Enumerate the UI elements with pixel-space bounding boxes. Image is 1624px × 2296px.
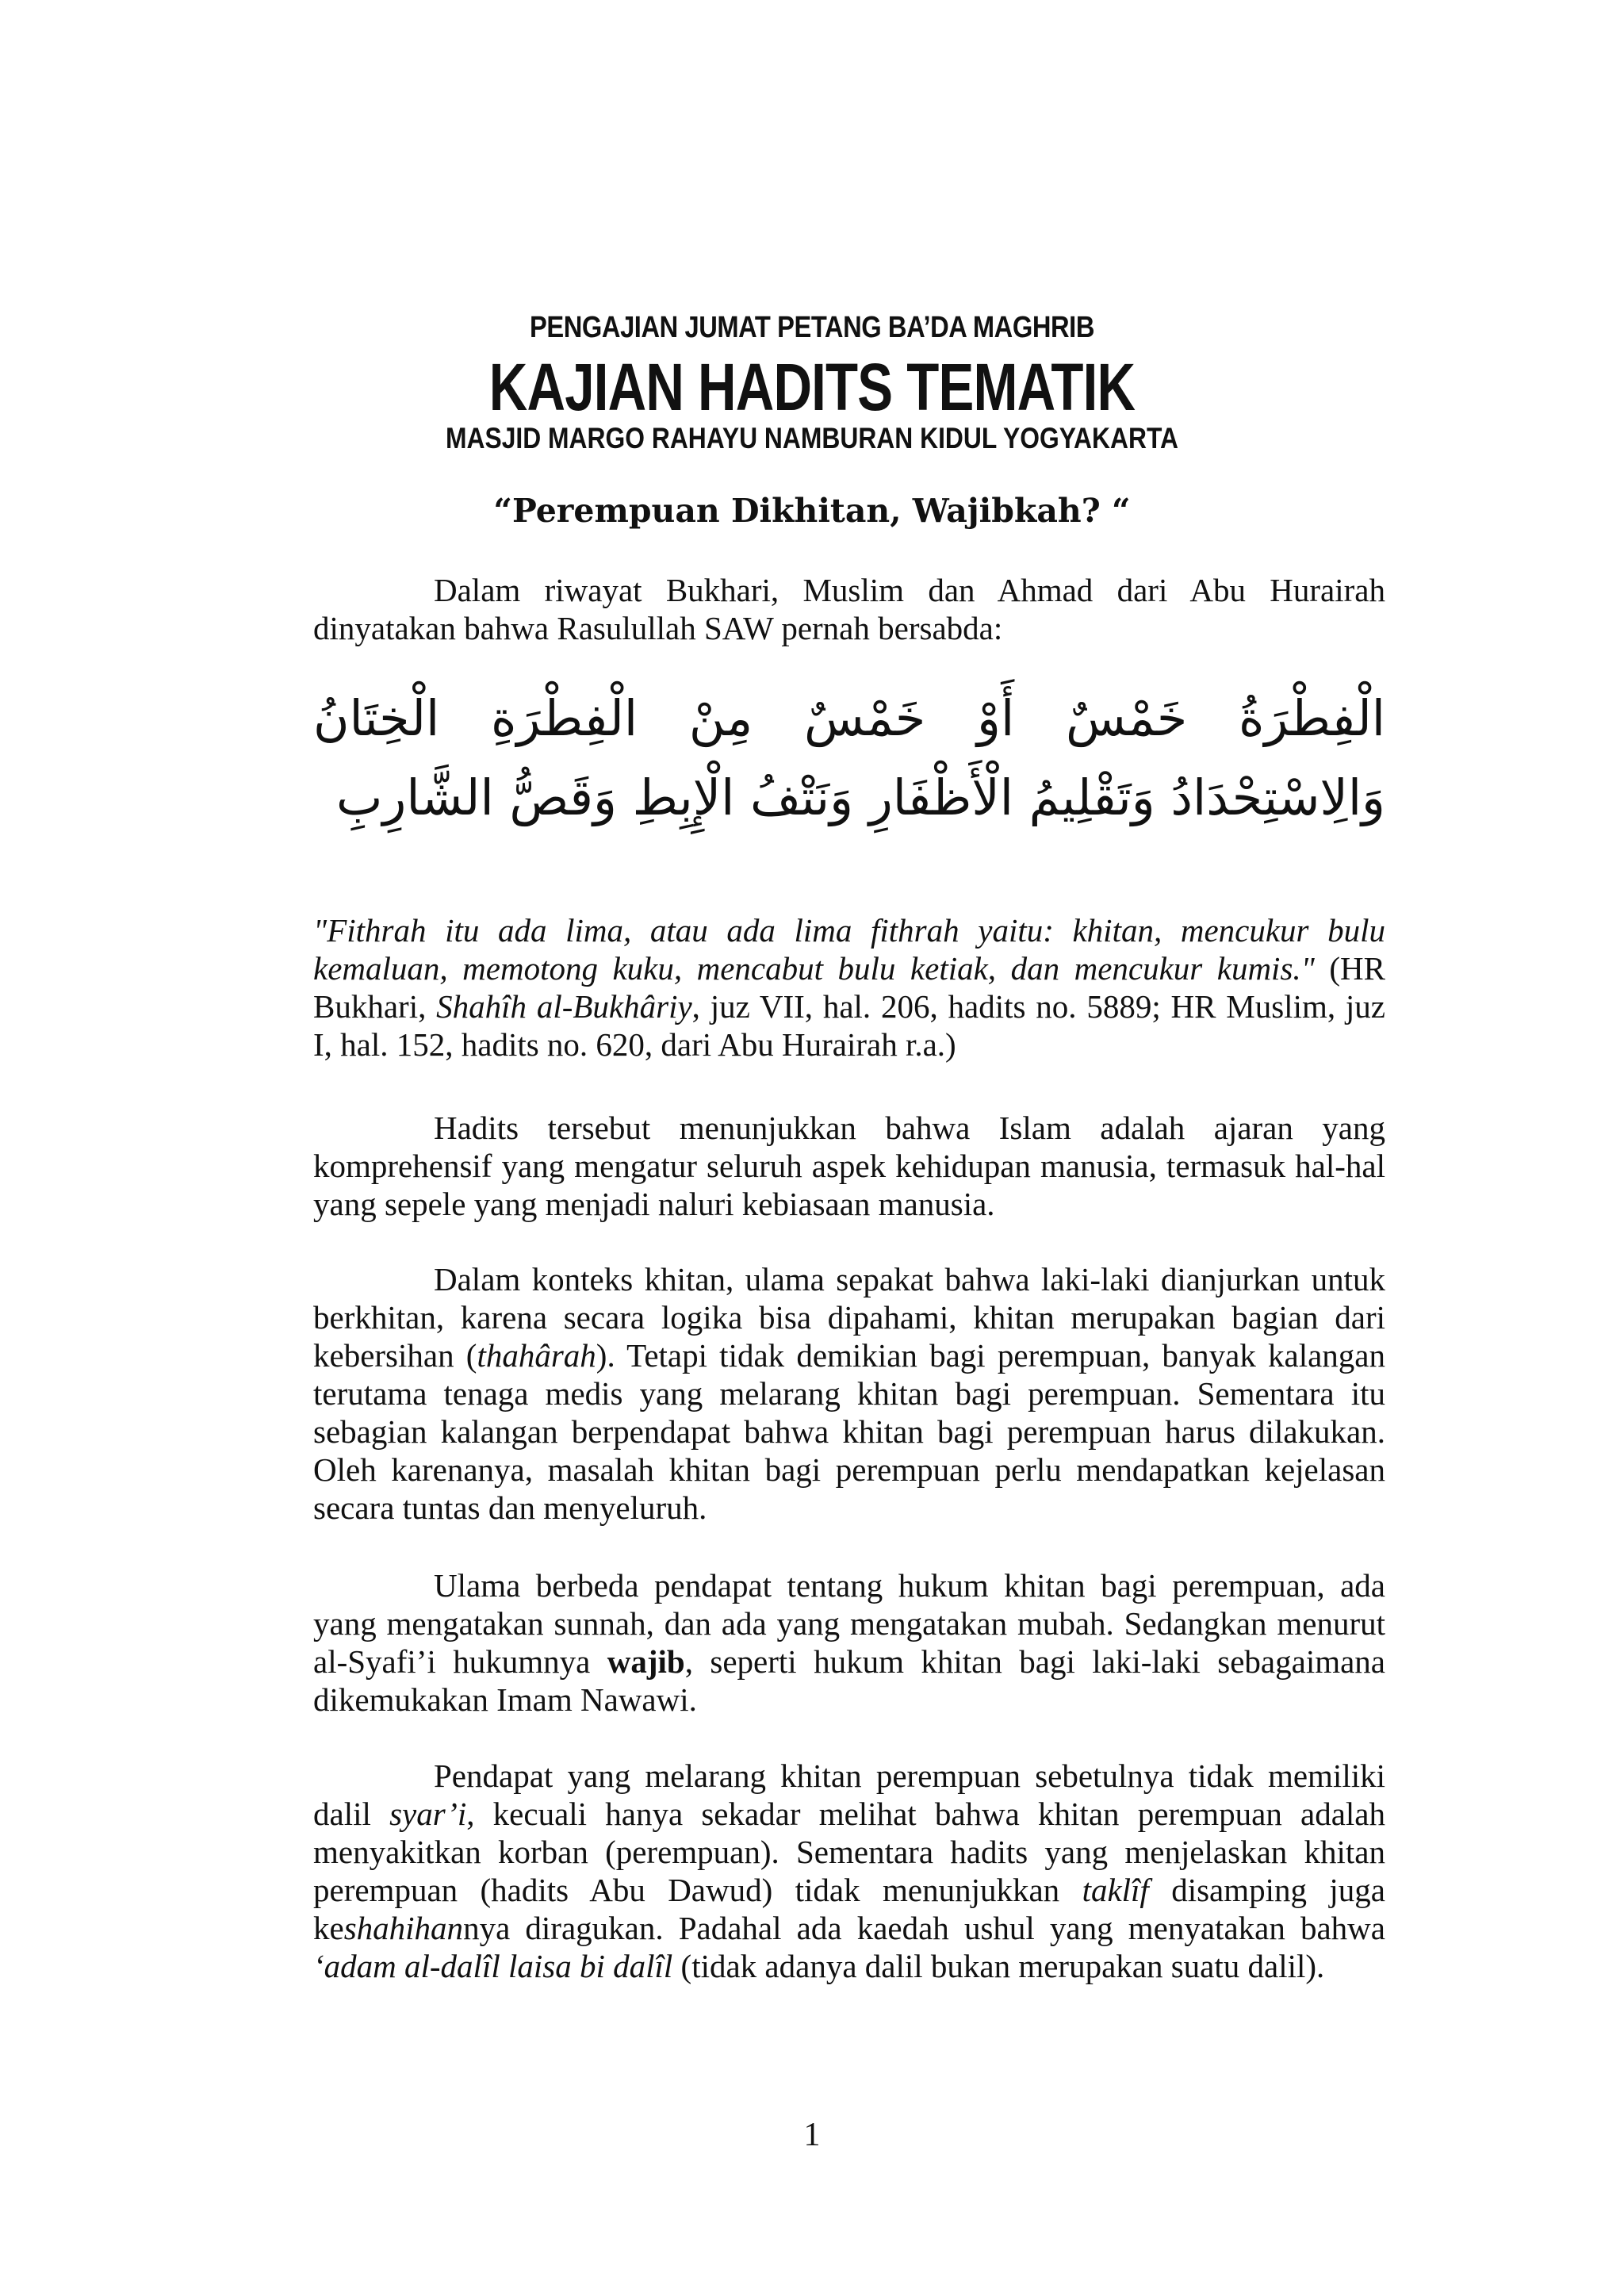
- term-ushul-rule: ‘adam al-dalîl laisa bi dalîl: [313, 1948, 673, 1984]
- term-shahihan: shahihan: [343, 1910, 464, 1946]
- translation-quote: "Fithrah itu ada lima, atau ada lima fithrah yaitu: khitan, mencukur bulu kemaluan, memotong kuku, mencabut bulu ketiak, dan mencukur kumis.": [313, 912, 1385, 987]
- hadith-arabic-text: الْفِطْرَةُ خَمْسٌ أَوْ خَمْسٌ مِنْ الْفِطْرَةِ الْخِتَانُ وَالِاسْتِحْدَادُ وَتَقْلِيمُ الْأَظْفَارِ وَنَتْفُ الْإِبِطِ وَقَصُّ الشَّارِبِ: [313, 689, 1385, 826]
- page-number: 1: [803, 2117, 821, 2153]
- paragraph-4: [313, 1566, 1385, 1719]
- paragraph-5-text-4: nya diragukan. Padahal ada kaedah ushul yang menyatakan bahwa: [463, 1910, 1385, 1946]
- intro-paragraph: Dalam riwayat Bukhari, Muslim dan Ahmad dari Abu Hurairah dinyatakan bahwa Rasulullah SAW pernah bersabda:: [313, 572, 1385, 646]
- paragraph-3-text-continued: ). Tetapi tidak demikian bagi perempuan, banyak kalangan terutama tenaga medis yang melarang khitan bagi perempuan. Sementara itu sebagian kalangan berpendapat bahwa khitan bagi perempuan harus dilakukan. Oleh karenanya, masalah khitan bagi perempuan perlu mendapatkan kejelasan secara tuntas dan menyeluruh.: [313, 1337, 1385, 1526]
- hadith-translation-paragraph: [313, 911, 1385, 1064]
- paragraph-5: [313, 1757, 1385, 1985]
- term-taklif: taklîf: [1082, 1872, 1149, 1908]
- paragraph-4-text-continued: , seperti hukum khitan bagi laki-laki sebagaimana dikemukakan Imam Nawawi.: [313, 1643, 1386, 1718]
- paragraph-3-text: Dalam konteks khitan, ulama sepakat bahwa laki-laki dianjurkan untuk berkhitan, karena secara logika bisa dipahami, khitan merupakan bagian dari kebersihan (: [313, 1261, 1385, 1374]
- paragraph-3: [313, 1260, 1385, 1527]
- reference-text-continued: , juz VII, hal. 206, hadits no. 5889; HR Muslim, juz I, hal. 152, hadits no. 620, dari Abu Hurairah r.a.): [313, 988, 1385, 1063]
- paragraph-5-text: Pendapat yang melarang khitan perempuan sebetulnya tidak memiliki dalil: [313, 1757, 1385, 1832]
- paragraph-5-text-2: , kecuali hanya sekadar melihat bahwa khitan perempuan adalah menyakitkan korban (perempuan). Sementara hadits yang menjelaskan khitan perempuan (hadits Abu Dawud) tidak menunjukkan: [313, 1796, 1385, 1908]
- term-thaharah: thahârah: [477, 1337, 596, 1374]
- topic-title: “Perempuan Dikhitan, Wajibkah? “: [493, 492, 1131, 530]
- term-syari: syar’i: [389, 1796, 467, 1832]
- paragraph-4-text: Ulama berbeda pendapat tentang hukum khitan bagi perempuan, ada yang mengatakan sunnah, dan ada yang mengatakan mubah. Sedangkan menurut al-Syafi’i hukumnya: [313, 1567, 1385, 1680]
- header-subtitle: MASJID MARGO RAHAYU NAMBURAN KIDUL YOGYAKARTA: [445, 422, 1179, 454]
- reference-book-title: Shahîh al-Bukhâriy: [436, 988, 692, 1025]
- reference-text: (HR Bukhari,: [313, 950, 1385, 1025]
- paragraph-2: Hadits tersebut menunjukkan bahwa Islam adalah ajaran yang komprehensif yang mengatur seluruh aspek kehidupan manusia, termasuk hal-hal yang sepele yang menjadi naluri kebiasaan manusia.: [313, 1110, 1385, 1222]
- page-title: KAJIAN HADITS TEMATIK: [488, 350, 1136, 424]
- header-kicker: PENGAJIAN JUMAT PETANG BA’DA MAGHRIB: [530, 311, 1094, 344]
- bold-term-wajib: wajib: [607, 1643, 685, 1680]
- paragraph-5-text-5: (tidak adanya dalil bukan merupakan suatu dalil).: [672, 1948, 1325, 1984]
- paragraph-5-text-3: disamping juga ke: [313, 1872, 1385, 1946]
